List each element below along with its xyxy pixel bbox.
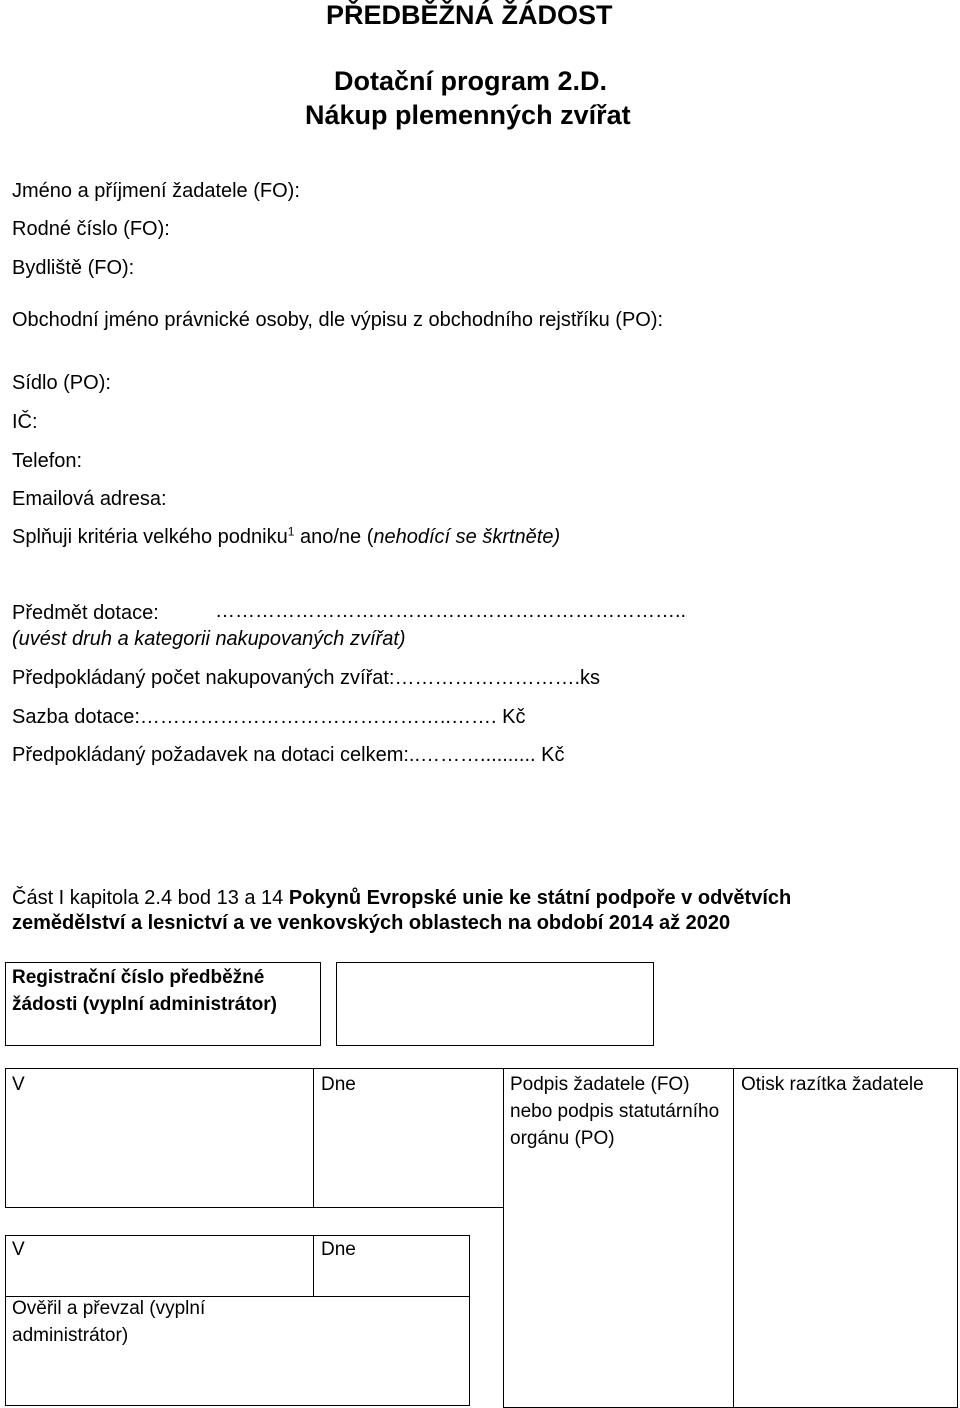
subject-dots: …………………………………………………………….. [215, 600, 687, 622]
footnote-marker: 1 [287, 524, 295, 539]
applicant-signature-label: Podpis žadatele (FO) nebo podpis statutárního orgánu (PO) [510, 1074, 720, 1149]
animal-count-line: Předpokládaný počet nakupovaných zvířat:……………………….ks [12, 667, 601, 689]
program-title: Dotační program 2.D. [334, 66, 608, 96]
admin-verification-cell[interactable] [5, 1296, 470, 1406]
admin-date-cell[interactable] [313, 1235, 470, 1297]
ico-field-label: IČ: [12, 411, 38, 433]
admin-place-label: V [12, 1239, 25, 1260]
stamp-cell[interactable] [733, 1068, 958, 1408]
registration-label: Registrační číslo předběžné žádosti (vyplní administrátor) [12, 967, 277, 1015]
applicant-signature-cell[interactable] [503, 1068, 734, 1408]
company-name-field-label: Obchodní jméno právnické osoby, dle výpisu z obchodního rejstříku (PO): [12, 309, 664, 331]
criteria-hint: nehodící se škrtněte) [373, 526, 561, 548]
email-field-label: Emailová adresa: [12, 488, 167, 510]
phone-field-label: Telefon: [12, 450, 83, 472]
signature-place-cell[interactable] [5, 1068, 314, 1208]
subsidy-rate-line: Sazba dotace:………………………………………..……. Kč [12, 706, 526, 728]
birth-number-field-label: Rodné číslo (FO): [12, 218, 170, 240]
subject-hint: (uvést druh a kategorii nakupovaných zvířat) [12, 628, 406, 650]
seat-field-label: Sídlo (PO): [12, 372, 111, 394]
criteria-choice: ano/ne ( [294, 526, 374, 548]
admin-date-label: Dne [321, 1239, 356, 1260]
signature-date-cell[interactable] [313, 1068, 504, 1208]
program-subtitle: Nákup plemenných zvířat [305, 100, 631, 130]
admin-verification-label: Ověřil a převzal (vyplní administrátor) [12, 1298, 206, 1346]
legal-prefix: Část I kapitola 2.4 bod 13 a 14 [12, 887, 289, 909]
name-field-label: Jméno a příjmení žadatele (FO): [12, 180, 300, 202]
criteria-text: Splňuji kritéria velkého podniku [12, 526, 288, 548]
signature-place-label: V [12, 1074, 25, 1095]
registration-number-field[interactable] [336, 962, 654, 1046]
subsidy-total-line: Předpokládaný požadavek na dotaci celkem:..……….......... Kč [12, 744, 565, 766]
criteria-line [12, 526, 560, 549]
signature-date-label: Dne [321, 1074, 356, 1095]
legal-bold-1: Pokynů Evropské unie ke státní podpoře v odvětvích [288, 887, 792, 909]
legal-reference-line1 [12, 887, 791, 910]
document-title: PŘEDBĚŽNÁ ŽÁDOST [326, 0, 613, 30]
stamp-label: Otisk razítka žadatele [741, 1074, 924, 1095]
subject-label: Předmět dotace: [12, 602, 159, 624]
residence-field-label: Bydliště (FO): [12, 257, 135, 279]
admin-place-cell[interactable] [5, 1235, 314, 1297]
registration-label-cell [5, 962, 321, 1046]
legal-reference-line2: zemědělství a lesnictví a ve venkovských oblastech na období 2014 až 2020 [12, 912, 731, 934]
